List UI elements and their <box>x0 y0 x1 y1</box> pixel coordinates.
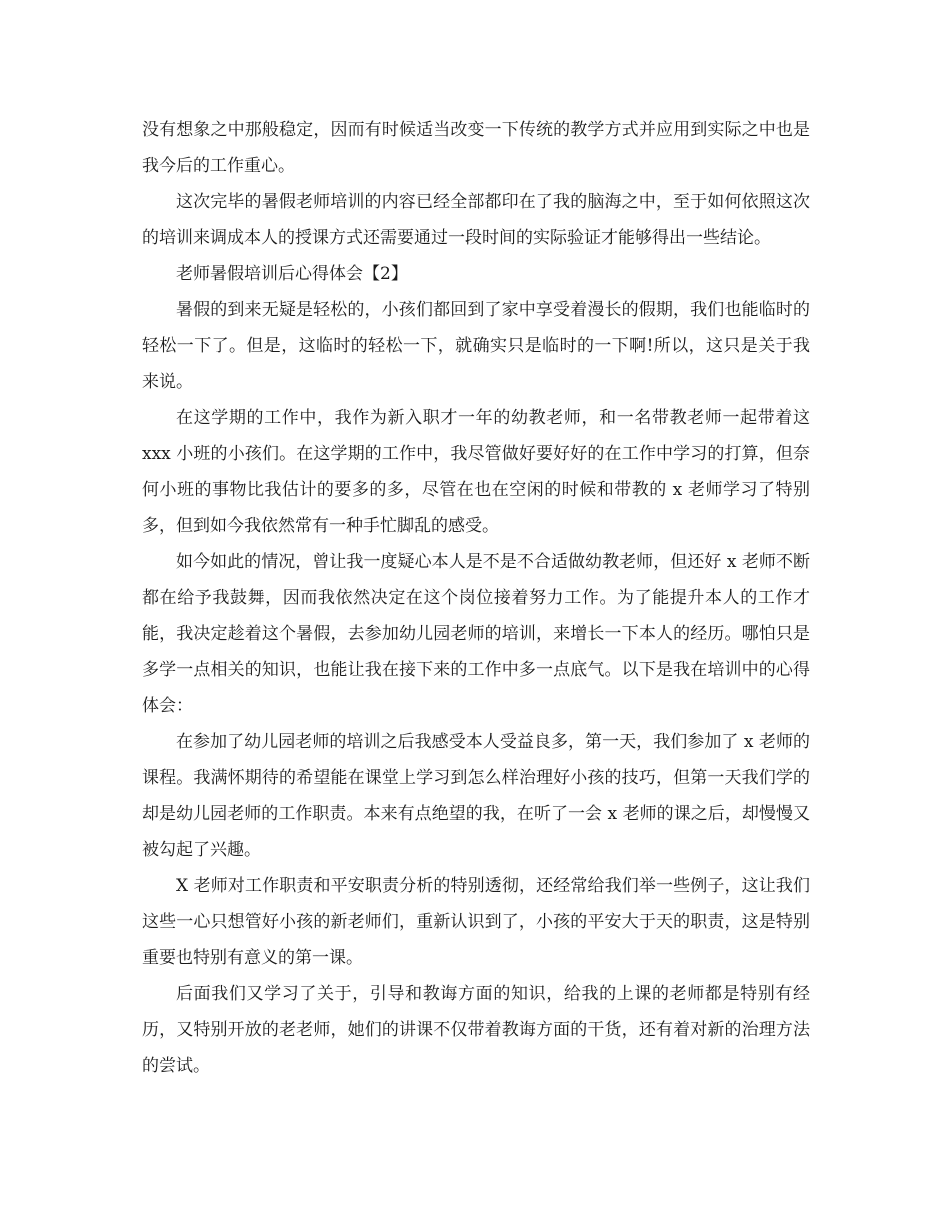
paragraph-safety-lesson: X 老师对工作职责和平安职责分析的特别透彻，还经常给我们举一些例子，这让我们这些一心只想管好小孩的新老师们，重新认识到了，小孩的平安大于天的职责，这是特别重要也特别有意义的第一课。 <box>142 876 810 968</box>
paragraph-semester-work: 在这学期的工作中，我作为新入职才一年的幼教老师，和一名带教老师一起带着这 xxx 小班的小孩们。在这学期的工作中，我尽管做好要好好的在工作中学习的打算，但奈何小班的事物比我估计的要多的多，尽管在也在空闲的时候和带教的 x 老师学习了特别多，但到如今我依然常有一种手忙脚乱的感受。 <box>142 408 810 536</box>
document-page <box>142 112 810 1084</box>
paragraph-decision: 如今如此的情况，曾让我一度疑心本人是不是不合适做幼教老师，但还好 x 老师不断都在给予我鼓舞，因而我依然决定在这个岗位接着努力工作。为了能提升本人的工作才能，我决定趁着这个暑假，去参加幼儿园老师的培训，来增长一下本人的经历。哪怕只是多学一点相关的知识，也能让我在接下来的工作中多一点底气。以下是我在培训中的心得体会： <box>142 552 810 716</box>
paragraph-continuation: 没有想象之中那般稳定，因而有时候适当改变一下传统的教学方式并应用到实际之中也是我今后的工作重心。 <box>142 120 810 176</box>
paragraph-first-day: 在参加了幼儿园老师的培训之后我感受本人受益良多，第一天，我们参加了 x 老师的课程。我满怀期待的希望能在课堂上学习到怎么样治理好小孩的技巧，但第一天我们学的却是幼儿园老师的工作职责。本来有点绝望的我，在听了一会 x 老师的课之后，却慢慢又被勾起了兴趣。 <box>142 732 810 860</box>
paragraph-training-summary: 这次完毕的暑假老师培训的内容已经全部都印在了我的脑海之中，至于如何依照这次的培训来调成本人的授课方式还需要通过一段时间的实际验证才能够得出一些结论。 <box>142 192 810 248</box>
paragraph-guidance-lesson: 后面我们又学习了关于，引导和教诲方面的知识，给我的上课的老师都是特别有经历，又特别开放的老老师，她们的讲课不仅带着教诲方面的干货，还有着对新的治理方法的尝试。 <box>142 984 810 1076</box>
paragraph-summer-vacation: 暑假的到来无疑是轻松的，小孩们都回到了家中享受着漫长的假期，我们也能临时的轻松一下了。但是，这临时的轻松一下，就确实只是临时的一下啊!所以，这只是关于我来说。 <box>142 300 810 392</box>
section-heading: 老师暑假培训后心得体会【2】 <box>176 264 408 284</box>
